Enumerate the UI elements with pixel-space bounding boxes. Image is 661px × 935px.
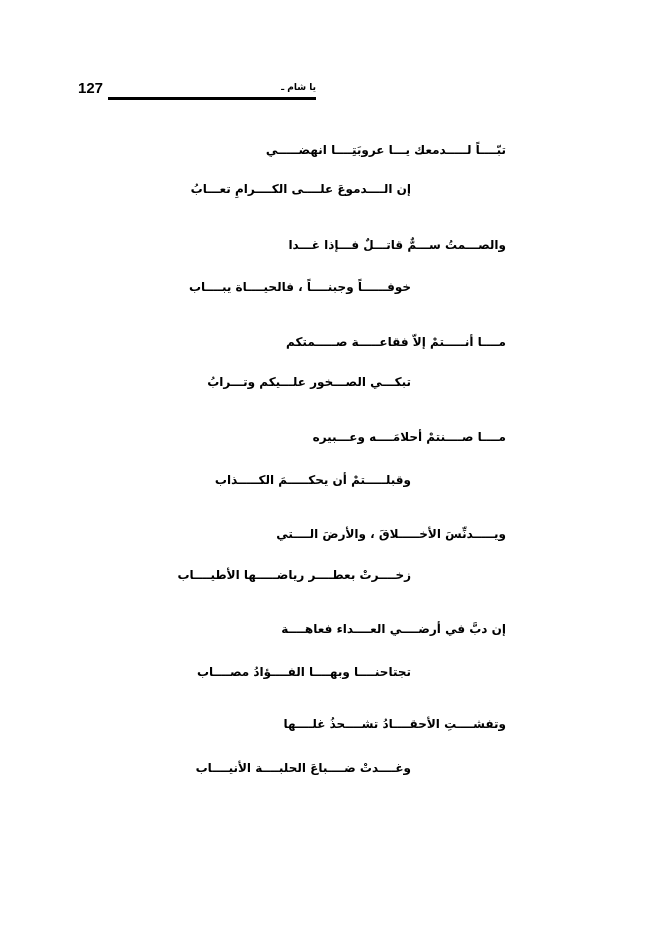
verse-7-second: وغــــدتْ ضــــباعَ الحلبــــة الأنيــــاب [195, 761, 411, 775]
page-number: 127 [78, 80, 104, 97]
verse-6-second: تجتاحنــــا وبهــــا الفــــؤادُ مصــــاب [196, 665, 411, 679]
verse-7-first: وتفشــــتِ الأحقــــادُ تشــــحذُ غلــــها [283, 717, 506, 731]
verse-4-first: مــــا صــــنتمْ أحلامَــــه وعـــبيره [312, 430, 506, 444]
verse-3-first: مــــا أنـــــتمْ إلاّ فقاعـــــة صـــــمتكم [286, 335, 506, 349]
verse-2-second: خوفــــــاً وجبنــــاً ، فالحيــــاة يبــــاب [188, 280, 411, 294]
verse-5-first: ويـــــدنِّسَ الأخـــــلاقَ ، والأرضَ الــــتي [276, 527, 506, 541]
running-title: يا شام ـ [281, 83, 316, 93]
verse-3-second: تبكـــي الصـــخور علـــيكم وتـــرابُ [207, 375, 411, 389]
verse-1-first: تبّــــاً لـــــدمعك يـــا عروبَتِــــا انهضـــــي [265, 143, 506, 157]
verse-4-second: وقبلـــــتمْ أن يحكـــــمَ الكـــــذاب [214, 473, 411, 487]
verse-5-second: زخــــرتْ بعطــــر رياضـــــها الأطيــــاب [177, 568, 411, 582]
verse-6-first: إن دبَّ في أرضــــي العــــداء فعاهــــة [281, 622, 506, 636]
verse-2-first: والصـــمتُ ســـمٌّ قاتـــلٌ فـــإذا غـــدا [288, 238, 506, 252]
verse-1-second: إن الــــدموعَ علــــى الكــــرامِ تعـــابُ [190, 182, 411, 196]
